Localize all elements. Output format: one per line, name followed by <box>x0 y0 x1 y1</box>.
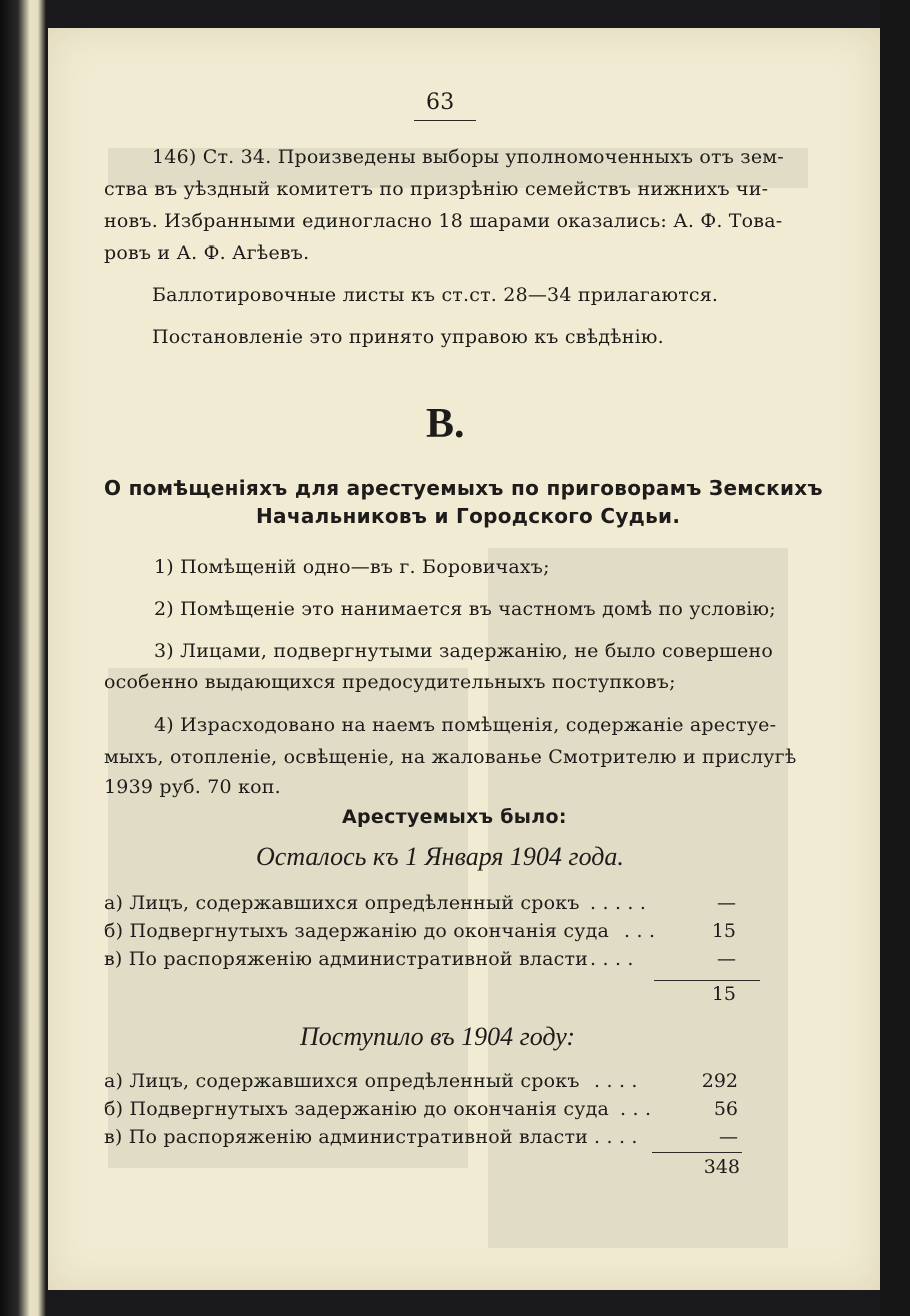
received-row-a-label: а) Лицъ, содержавшихся опредѣленный срокъ <box>104 1070 580 1092</box>
received-row-c-value: — <box>719 1126 738 1148</box>
item-4: 4) Израсходовано на наемъ помѣщенія, содержаніе арестуе- <box>154 714 777 736</box>
received-heading: Поступило въ 1904 году: <box>300 1022 576 1051</box>
remaining-heading: Осталось къ 1 Января 1904 года. <box>256 842 624 871</box>
document-page <box>48 28 880 1290</box>
section-title-line1: О помѣщеніяхъ для арестуемыхъ по приговорамъ Земскихъ <box>104 476 823 500</box>
scan-border <box>880 0 910 1316</box>
received-row-b-label: б) Подвергнутыхъ задержанію до окончанія суда <box>104 1098 609 1120</box>
remaining-row-c-label: в) По распоряженію административной власти <box>104 948 589 970</box>
item-1: 1) Помѣщеній одно—въ г. Боровичахъ; <box>154 556 550 578</box>
section-letter: В. <box>426 401 465 447</box>
remaining-row-b-label: б) Подвергнутыхъ задержанію до окончанія суда <box>104 920 609 942</box>
item-3-cont: особенно выдающихся предосудительныхъ поступковъ; <box>104 671 676 693</box>
received-row-a-value: 292 <box>701 1070 738 1092</box>
remaining-sum-rule <box>654 980 760 981</box>
remaining-row-a-label: а) Лицъ, содержавшихся опредѣленный срокъ <box>104 892 580 914</box>
arrested-heading: Арестуемыхъ было: <box>342 806 567 828</box>
received-row-c-label: в) По распоряженію административной власти <box>104 1126 589 1148</box>
para2: Баллотировочные листы къ ст.ст. 28—34 прилагаются. <box>152 284 719 306</box>
remaining-row-c-dots: . . . . <box>590 948 634 970</box>
para1-line3: новъ. Избранными единогласно 18 шарами оказались: А. Ф. Това- <box>104 210 783 232</box>
binding-edge <box>0 0 48 1316</box>
item-2: 2) Помѣщеніе это нанимается въ частномъ домѣ по условію; <box>154 598 776 620</box>
para3: Постановленіе это принято управою къ свѣдѣнію. <box>152 326 664 348</box>
item-4-cont2: 1939 руб. 70 коп. <box>104 776 281 798</box>
received-row-b-value: 56 <box>713 1098 738 1120</box>
remaining-row-c-value: — <box>717 948 736 970</box>
received-row-a-dots: . . . . <box>594 1070 638 1092</box>
remaining-row-a-dots: . . . . . <box>590 892 647 914</box>
received-sum-rule <box>652 1152 742 1153</box>
page-number-underline <box>414 120 476 121</box>
remaining-row-a-value: — <box>717 892 736 914</box>
remaining-row-b-value: 15 <box>711 920 736 942</box>
para1-line2: ства въ уѣздный комитетъ по призрѣнію семействъ нижнихъ чи- <box>104 178 769 200</box>
received-total: 348 <box>703 1156 740 1178</box>
item-3: 3) Лицами, подвергнутыми задержанію, не было совершено <box>154 640 773 662</box>
received-row-b-dots: . . . <box>620 1098 652 1120</box>
received-row-c-dots: . . . . <box>594 1126 638 1148</box>
item-4-cont1: мыхъ, отопленіе, освѣщеніе, на жалованье Смотрителю и прислугѣ <box>104 746 797 768</box>
remaining-row-b-dots: . . . <box>624 920 656 942</box>
para1-line4: ровъ и А. Ф. Агѣевъ. <box>104 242 310 264</box>
page-number: 63 <box>426 90 455 115</box>
para1-line1: 146) Ст. 34. Произведены выборы уполномоченныхъ отъ зем- <box>152 146 784 168</box>
section-title-line2: Начальниковъ и Городского Судьи. <box>256 504 681 528</box>
remaining-total: 15 <box>711 983 736 1005</box>
